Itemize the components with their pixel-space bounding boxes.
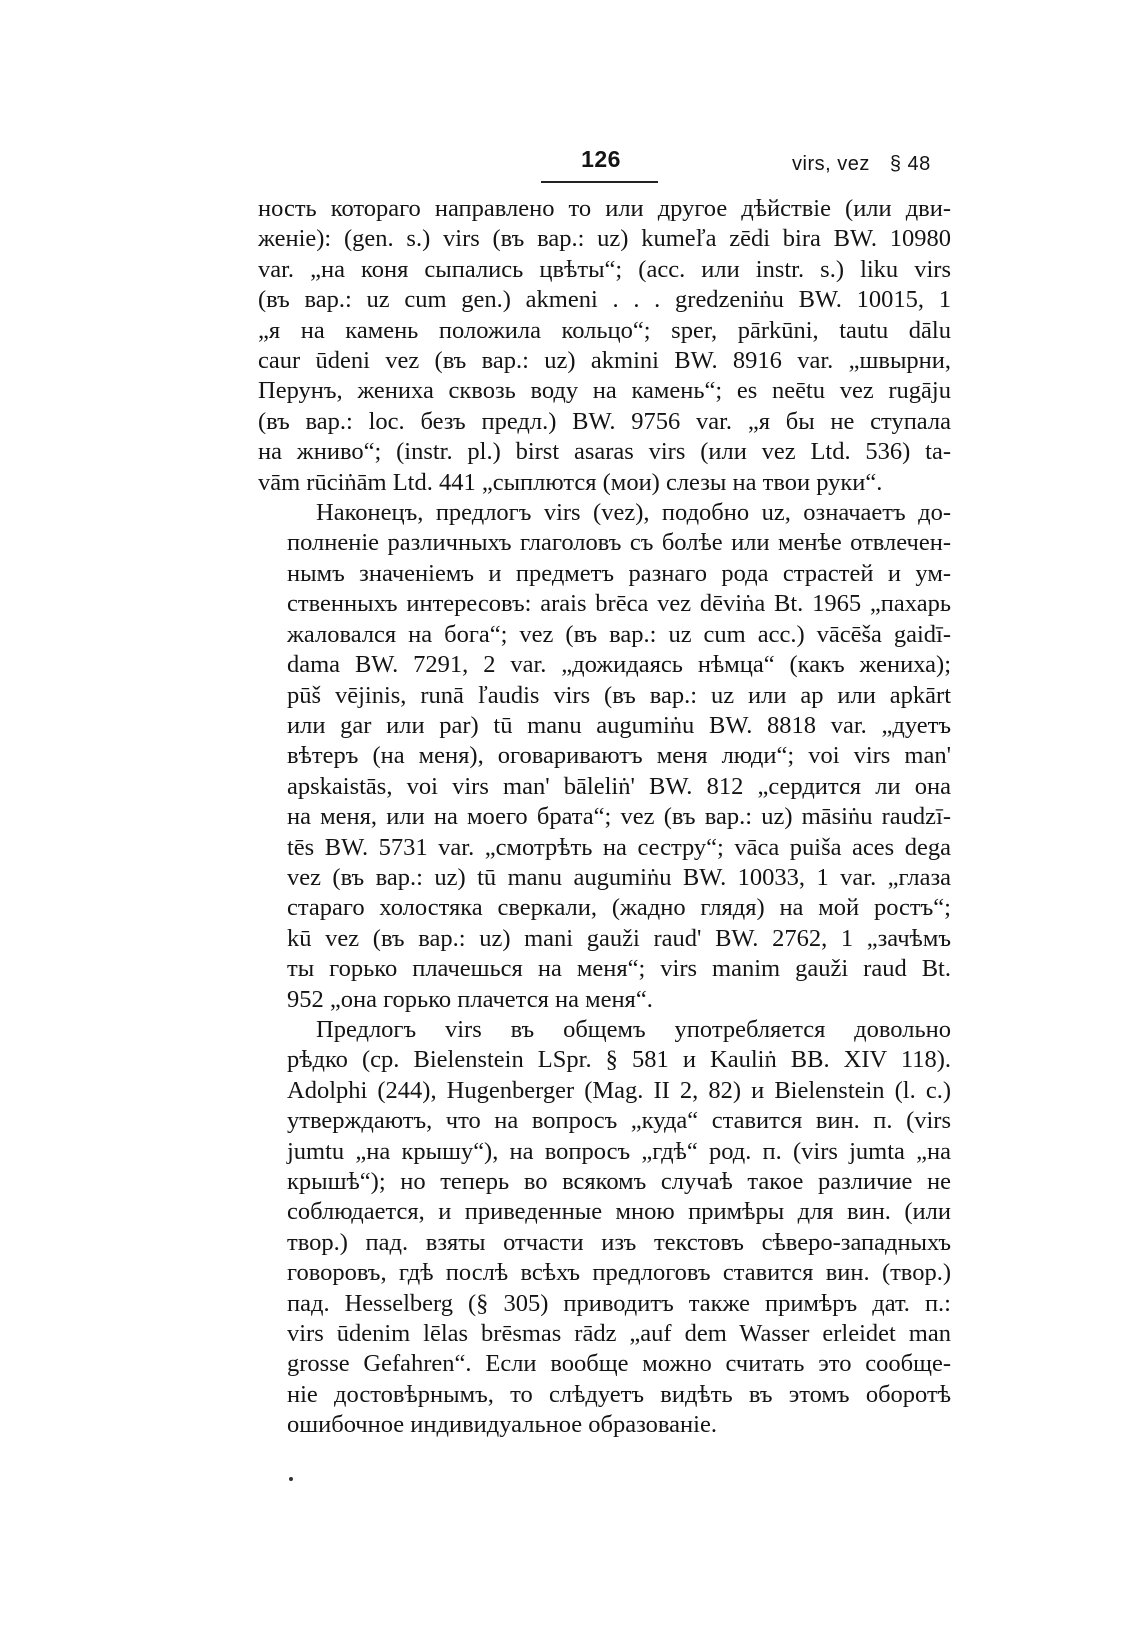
text-line: Наконецъ, предлогъ virs (vez), подобно uz, означаетъ до- — [316, 499, 951, 527]
text-line: ошибочное индивидуальное образованіе. — [287, 1411, 717, 1439]
running-head-title: virs, vez — [792, 153, 870, 175]
paragraph — [258, 498, 951, 1015]
text-line: grosse Gefahren“. Если вообще можно считать это сообще- — [287, 1350, 951, 1378]
running-head-section: § 48 — [889, 153, 931, 175]
text-line: apskaistās, voi virs man' bāleliṅ' BW. 812 „сердится ли она — [287, 772, 951, 800]
text-line: жаловался на бога“; vez (въ вар.: uz cum acc.) vācēša gaidī- — [287, 620, 951, 648]
page-number-underline — [541, 181, 658, 183]
text-line: рѣдко (ср. Bielenstein LSpr. § 581 и Kauliṅ BB. XIV 118). — [287, 1046, 951, 1074]
text-line: женіе): (gen. s.) virs (въ вар.: uz) kumeľa zēdi bira BW. 10980 — [258, 225, 951, 253]
text-line: vām rūciṅām Ltd. 441 „сыплются (мои) слезы на твои руки“. — [258, 468, 883, 496]
text-line: 952 „она горько плачется на меня“. — [287, 985, 653, 1013]
text-line: ность котораго направлено то или другое дѣйствіе (или дви- — [258, 195, 951, 222]
text-line: Предлогъ virs въ общемъ употребляется довольно — [316, 1015, 951, 1043]
body-text — [258, 194, 951, 1441]
text-line: pūš vējinis, runā ľaudis virs (въ вар.: uz или ap или apkārt — [287, 681, 951, 709]
text-line: нымъ значеніемъ и предметъ разнаго рода страстей и ум- — [287, 559, 951, 587]
text-line: соблюдается, и приведенные мною примѣры для вин. (или — [287, 1198, 951, 1226]
text-line: полненіе различныхъ глаголовъ съ болѣе или менѣе отвлечен- — [287, 529, 951, 557]
text-line: или gar или par) tū manu augumiṅu BW. 8818 var. „дуетъ — [287, 711, 951, 739]
text-line: твор.) пад. взяты отчасти изъ текстовъ сѣверо-западныхъ — [287, 1228, 951, 1256]
paragraph — [258, 1015, 951, 1441]
text-line: ственныхъ интересовъ: arais brēca vez dēviṅa Bt. 1965 „пахарь — [287, 590, 951, 618]
text-line: Adolphi (244), Hugenberger (Mag. II 2, 82) и Bielenstein (l. c.) — [287, 1076, 951, 1104]
text-line: jumtu „на крышу“), на вопросъ „гдѣ“ род. п. (virs jumta „на — [287, 1137, 951, 1165]
text-line: var. „на коня сыпались цвѣты“; (acc. или instr. s.) liku virs — [258, 255, 951, 283]
text-line: caur ūdeni vez (въ вар.: uz) akmini BW. 8916 var. „швырни, — [258, 347, 951, 375]
text-line: крышѣ“); но теперь во всякомъ случаѣ такое различие не — [287, 1168, 951, 1195]
print-speck — [289, 1477, 293, 1481]
text-line: (въ вар.: uz cum gen.) akmeni . . . gredzeniṅu BW. 10015, 1 — [258, 286, 951, 314]
text-line: virs ūdenim lēlas brēsmas rādz „auf dem Wasser erleidet man — [287, 1320, 951, 1348]
text-line: на жниво“; (instr. pl.) birst asaras virs (или vez Ltd. 536) ta- — [258, 438, 951, 466]
text-line: dama BW. 7291, 2 var. „дожидаясь нѣмца“ (какъ жениха); — [287, 651, 951, 679]
text-line: ніе достовѣрнымъ, то слѣдуетъ видѣть въ этомъ оборотѣ — [287, 1380, 951, 1408]
text-line: tēs BW. 5731 var. „смотрѣть на сестру“; vāca puiša aces dega — [287, 833, 951, 861]
text-line: вѣтеръ (на меня), оговариваютъ меня люди“; voi virs man' — [287, 742, 951, 770]
text-line: kū vez (въ вар.: uz) mani gauži raud' BW. 2762, 1 „зачѣмъ — [287, 924, 951, 952]
paragraph — [258, 194, 951, 498]
text-line: (въ вар.: loc. безъ предл.) BW. 9756 var. „я бы не ступала — [258, 407, 951, 435]
text-line: vez (въ вар.: uz) tū manu augumiṅu BW. 10033, 1 var. „глаза — [287, 863, 951, 891]
page-number: 126 — [581, 146, 621, 172]
text-line: на меня, или на моего брата“; vez (въ вар.: uz) māsiṅu raudzī- — [287, 803, 951, 831]
text-line: стараго холостяка сверкали, (жадно глядя) на мой ростъ“; — [287, 894, 951, 922]
text-line: утверждаютъ, что на вопросъ „куда“ ставится вин. п. (virs — [287, 1107, 951, 1135]
running-head — [792, 153, 931, 176]
page-header — [0, 146, 1140, 192]
text-line: ты горько плачешься на меня“; virs manim gauži raud Bt. — [287, 955, 951, 983]
text-line: пад. Hesselberg (§ 305) приводитъ также примѣръ дат. п.: — [287, 1289, 951, 1317]
text-line: Перунъ, жениха сквозь воду на камень“; es neētu vez rugāju — [258, 377, 951, 405]
text-line: говоровъ, гдѣ послѣ всѣхъ предлоговъ ставится вин. (твор.) — [287, 1259, 951, 1287]
text-line: „я на камень положила кольцо“; sper, pārkūni, tautu dālu — [258, 316, 951, 344]
